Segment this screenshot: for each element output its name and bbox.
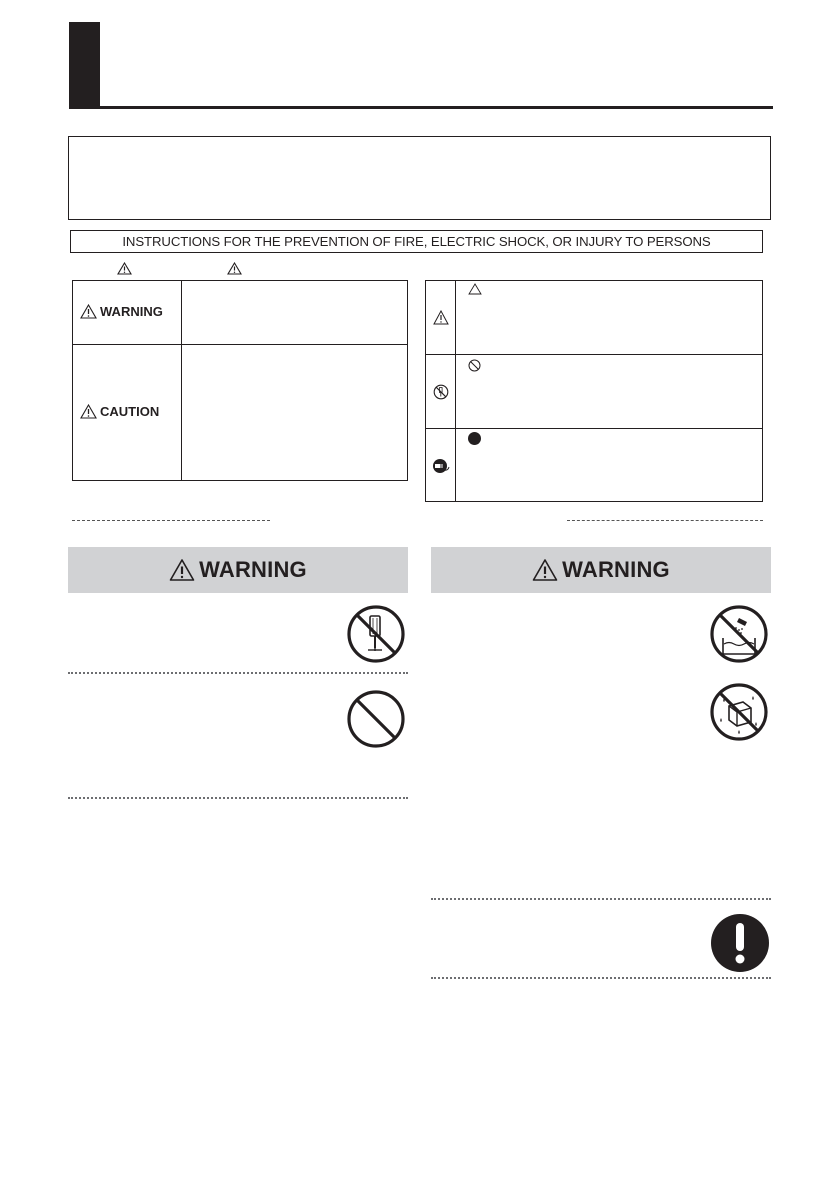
caution-label-text: CAUTION (100, 404, 160, 419)
prohibited-icon (468, 359, 481, 372)
caution-definition-label (80, 404, 159, 419)
warning-triangle-icon (433, 310, 449, 325)
do-not-disassemble-icon (346, 604, 406, 664)
warning-triangle-icon (80, 304, 97, 319)
warning-triangle-icon (80, 404, 97, 419)
prohibited-icon (346, 689, 406, 749)
dotted-separator (431, 898, 771, 900)
do-not-expose-to-rain-icon (709, 682, 769, 742)
warning-triangle-icon (169, 558, 195, 582)
table-divider (426, 354, 762, 355)
section-title-block (69, 22, 100, 108)
warning-triangle-icon (532, 558, 558, 582)
warning-triangle-icon (117, 262, 132, 275)
exclamation-mandatory-icon (710, 913, 770, 973)
instructions-banner-text: INSTRUCTIONS FOR THE PREVENTION OF FIRE, ELECTRIC SHOCK, OR INJURY TO PERSONS (122, 234, 711, 249)
triangle-outline-icon (468, 283, 482, 295)
table-divider (426, 428, 762, 429)
table-divider (73, 344, 407, 345)
warning-section-header-right (431, 547, 771, 593)
unplug-mandatory-icon (432, 458, 450, 474)
warning-triangle-icon (227, 262, 242, 275)
intro-box (68, 136, 771, 220)
warning-section-header-left (68, 547, 408, 593)
dotted-separator (68, 797, 408, 799)
dotted-separator (68, 672, 408, 674)
do-not-use-near-water-icon (709, 604, 769, 664)
dashed-separator (72, 520, 270, 521)
warning-heading-text: WARNING (562, 557, 670, 582)
table-divider (455, 281, 456, 501)
dashed-separator (567, 520, 763, 521)
symbols-table (425, 280, 763, 502)
mandatory-action-icon (467, 431, 482, 446)
warning-heading-text: WARNING (199, 557, 307, 582)
instructions-banner (70, 230, 763, 253)
table-divider (181, 281, 182, 480)
title-rule (69, 106, 773, 109)
hazard-definitions-table (72, 280, 408, 481)
dotted-separator (431, 977, 771, 979)
do-not-disassemble-icon (433, 384, 449, 400)
warning-definition-label (80, 304, 163, 319)
warning-label-text: WARNING (100, 304, 163, 319)
